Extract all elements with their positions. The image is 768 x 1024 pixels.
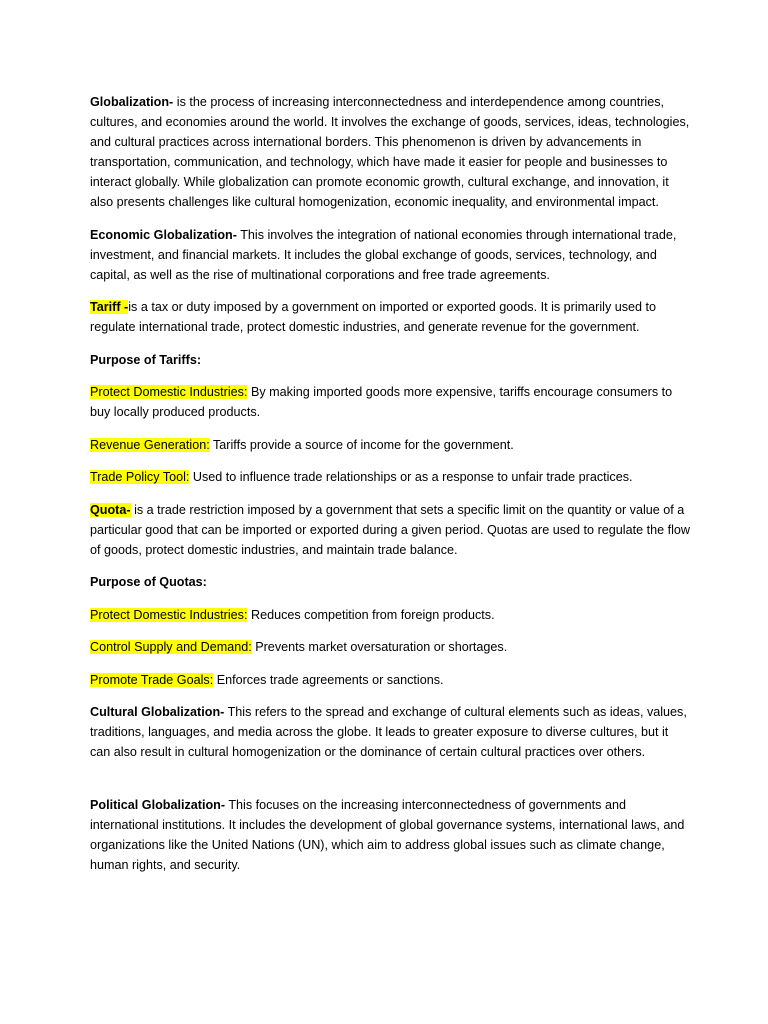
blank-line — [90, 775, 690, 795]
definition-quota: is a trade restriction imposed by a government that sets a specific limit on the quantity or value of a particular good that can be imported or exported during a given period. Quotas are used to regulate the flow of goods, protect domestic industries, and maintain trade balance. — [90, 502, 690, 557]
definition-economic-globalization: This involves the integration of national economies through international trade, investment, and financial markets. It includes the global exchange of goods, services, technology, and capital, as well as the rise of multinational corporations and free trade agreements. — [90, 227, 677, 282]
purpose-label: Promote Trade Goals: — [90, 672, 214, 687]
term-tariff: Tariff - — [90, 300, 129, 314]
paragraph-political-globalization — [90, 795, 690, 875]
tariff-purpose-item — [90, 435, 690, 455]
heading-purpose-of-quotas: Purpose of Quotas: — [90, 575, 207, 589]
quota-purpose-item — [90, 637, 690, 657]
quota-purpose-item — [90, 670, 690, 690]
definition-tariff: is a tax or duty imposed by a government on imported or exported goods. It is primarily used to regulate international trade, protect domestic industries, and generate revenue for the government. — [90, 300, 657, 334]
definition-globalization: is the process of increasing interconnectedness and interdependence among countries, cultures, and economies around the world. It involves the exchange of goods, services, ideas, technologies, and cultural practices across international borders. This phenomenon is driven by advancements in transportation, communication, and technology, which have made it easier for people and businesses to interact globally. While globalization can promote economic growth, cultural exchange, and innovation, it also presents challenges like cultural homogenization, economic inequality, and environmental impact. — [90, 95, 690, 209]
purpose-text: Reduces competition from foreign products. — [247, 607, 495, 622]
heading-purpose-of-tariffs: Purpose of Tariffs: — [90, 352, 202, 367]
term-cultural-globalization: Cultural Globalization- — [90, 705, 225, 719]
term-quota: Quota- — [90, 502, 131, 517]
tariff-purpose-item — [90, 467, 690, 487]
purpose-text: Used to influence trade relationships or as a response to unfair trade practices. — [189, 470, 633, 484]
purpose-label: Control Supply and Demand: — [90, 640, 252, 654]
purpose-text: By making imported goods more expensive, tariffs encourage consumers to buy locally produced products. — [90, 385, 673, 419]
paragraph-globalization — [90, 92, 690, 212]
purpose-text: Tariffs provide a source of income for the government. — [209, 437, 514, 452]
term-globalization: Globalization- — [90, 95, 174, 109]
purpose-label: Trade Policy Tool: — [90, 470, 190, 484]
purpose-label: Revenue Generation: — [90, 437, 210, 452]
term-political-globalization: Political Globalization- — [90, 797, 226, 812]
tariff-purpose-item — [90, 382, 690, 422]
document-body — [90, 92, 690, 887]
paragraph-economic-globalization — [90, 225, 690, 285]
purpose-label: Protect Domestic Industries: — [90, 607, 248, 622]
quota-purpose-item — [90, 605, 690, 625]
paragraph-cultural-globalization — [90, 702, 690, 762]
paragraph-quota — [90, 500, 690, 560]
definition-cultural-globalization: This refers to the spread and exchange of cultural elements such as ideas, values, traditions, languages, and media across the globe. It leads to greater exposure to diverse cultures, but it can also result in cultural homogenization or the dominance of certain cultural practices over others. — [90, 705, 687, 759]
definition-political-globalization: This focuses on the increasing interconnectedness of governments and international institutions. It includes the development of global governance systems, international laws, and organizations like the United Nations (UN), which aim to address global issues such as climate change, human rights, and security. — [90, 797, 685, 872]
purpose-label: Protect Domestic Industries: — [90, 385, 248, 399]
paragraph-tariff — [90, 297, 690, 337]
purpose-text: Prevents market oversaturation or shortages. — [251, 640, 508, 654]
term-economic-globalization: Economic Globalization- — [90, 227, 237, 242]
purpose-text: Enforces trade agreements or sanctions. — [213, 672, 444, 687]
